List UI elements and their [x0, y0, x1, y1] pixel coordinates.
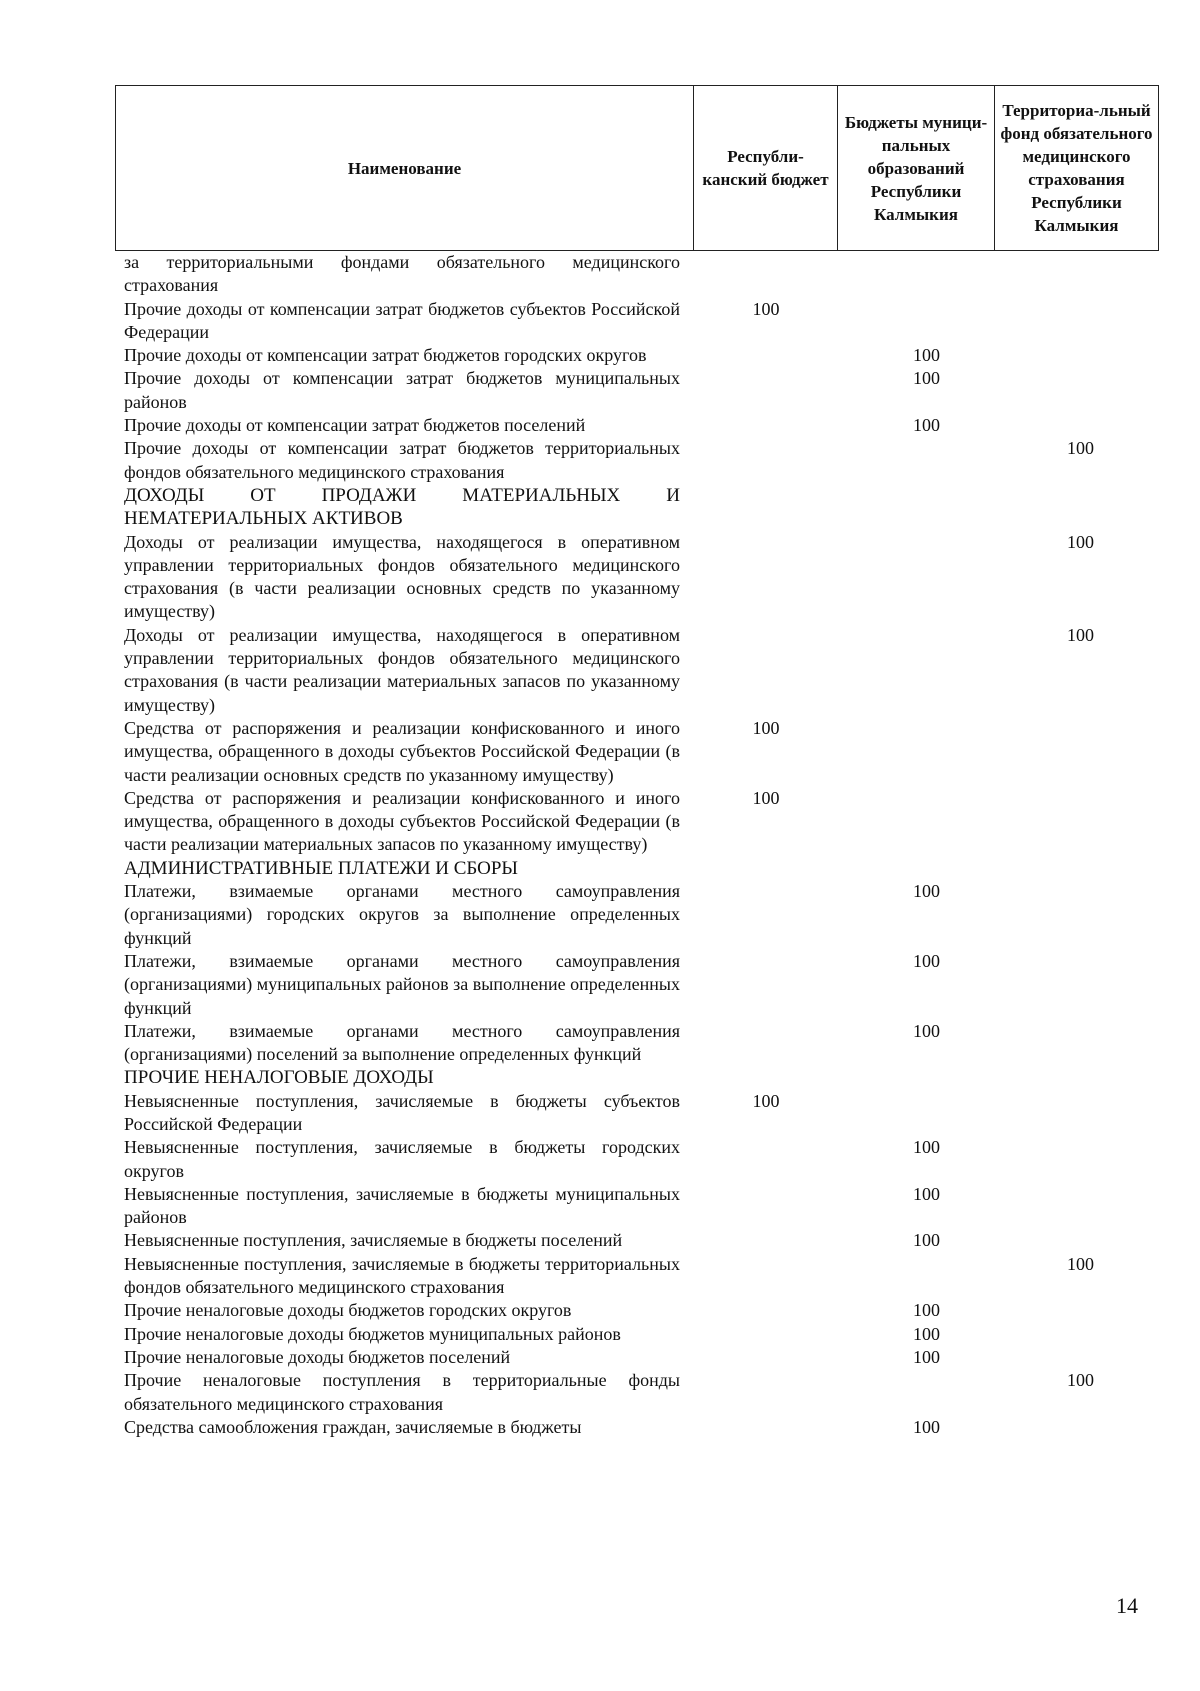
table-body [124, 251, 1158, 1439]
table-row [124, 298, 1158, 345]
row-name: Платежи, взимаемые органами местного самоуправления (организациями) муниципальных районов за выполнение определенных функций [124, 950, 680, 1018]
row-name: Прочие неналоговые доходы бюджетов городских округов [124, 1300, 572, 1321]
table-row [124, 344, 1158, 367]
table-row [124, 437, 1158, 484]
row-republic-value: 100 [752, 298, 780, 319]
row-municipal-value: 100 [913, 950, 940, 971]
row-name: ПРОЧИЕ НЕНАЛОГОВЫЕ ДОХОДЫ [124, 1067, 434, 1089]
table-row [124, 717, 1158, 787]
row-name: Прочие доходы от компенсации затрат бюджетов муниципальных районов [124, 368, 680, 412]
row-name: Доходы от реализации имущества, находящегося в оперативном управлении территориальных фондов обязательного медицинского страхования (в части реализации основных средств по указанному имуществу) [124, 531, 680, 622]
table-row [124, 1020, 1158, 1067]
row-republic-value: 100 [752, 787, 780, 808]
row-name: Платежи, взимаемые органами местного самоуправления (организациями) поселений за выполнение определенных функций [124, 1020, 680, 1065]
table-row [124, 1136, 1158, 1183]
page-number: 14 [1116, 1593, 1138, 1618]
section-row [124, 857, 1158, 880]
row-fund-value: 100 [1067, 531, 1094, 552]
table-row [124, 1090, 1158, 1137]
table-row [124, 1183, 1158, 1230]
row-name: Невыясненные поступления, зачисляемые в бюджеты муниципальных районов [124, 1183, 680, 1228]
table-row [124, 1299, 1158, 1322]
table-row [124, 787, 1158, 857]
row-name: Прочие доходы от компенсации затрат бюджетов городских округов [124, 345, 647, 366]
row-name: Прочие неналоговые поступления в территориальные фонды обязательного медицинского страхования [124, 1370, 680, 1414]
row-name: за территориальными фондами обязательного медицинского страхования [124, 252, 680, 296]
table-row [124, 1323, 1158, 1346]
row-name: Прочие неналоговые доходы бюджетов поселений [124, 1346, 511, 1367]
row-municipal-value: 100 [913, 1183, 940, 1204]
row-municipal-value: 100 [913, 368, 940, 389]
table-row [124, 531, 1158, 624]
row-name: Прочие неналоговые доходы бюджетов муниципальных районов [124, 1323, 621, 1344]
row-municipal-value: 100 [913, 415, 940, 436]
table-row [124, 624, 1158, 717]
row-name: Средства самообложения граждан, зачисляемые в бюджеты [124, 1416, 582, 1437]
row-name: ДОХОДЫ ОТ ПРОДАЖИ МАТЕРИАЛЬНЫХ И НЕМАТЕРИАЛЬНЫХ АКТИВОВ [124, 484, 680, 530]
section-row [124, 1066, 1158, 1089]
row-municipal-value: 100 [913, 1416, 940, 1437]
row-fund-value: 100 [1067, 1370, 1094, 1391]
row-name: Невыясненные поступления, зачисляемые в бюджеты субъектов Российской Федерации [124, 1090, 680, 1134]
header-name: Наименование [116, 86, 694, 251]
row-name: Прочие доходы от компенсации затрат бюджетов поселений [124, 415, 586, 436]
section-row [124, 484, 1158, 531]
table-row [124, 1346, 1158, 1369]
row-republic-value: 100 [752, 717, 780, 738]
header-republic-budget: Республи-канский бюджет [694, 86, 838, 251]
row-name: Платежи, взимаемые органами местного самоуправления (организациями) городских округов за выполнение определенных функций [124, 881, 680, 948]
table-row [124, 414, 1158, 437]
row-name: Прочие доходы от компенсации затрат бюджетов субъектов Российской Федерации [124, 298, 680, 342]
table-row [124, 367, 1158, 414]
table-row [124, 880, 1158, 950]
row-name: Средства от распоряжения и реализации конфискованного и иного имущества, обращенного в доходы субъектов Российской Федерации (в части реализации основных средств по указанному имуществу) [124, 717, 680, 785]
row-name: Невыясненные поступления, зачисляемые в бюджеты поселений [124, 1230, 623, 1251]
row-municipal-value: 100 [913, 1346, 940, 1367]
table-header [115, 85, 1159, 251]
table-row [124, 1253, 1158, 1300]
row-name: Доходы от реализации имущества, находящегося в оперативном управлении территориальных фондов обязательного медицинского страхования (в части реализации материальных запасов по указанному имуществу) [124, 624, 680, 715]
row-name: АДМИНИСТРАТИВНЫЕ ПЛАТЕЖИ И СБОРЫ [124, 857, 518, 879]
row-municipal-value: 100 [913, 345, 940, 366]
row-municipal-value: 100 [913, 1230, 940, 1251]
row-fund-value: 100 [1067, 1253, 1094, 1274]
row-name: Невыясненные поступления, зачисляемые в бюджеты городских округов [124, 1137, 680, 1181]
table-row [124, 1369, 1158, 1416]
row-name: Средства от распоряжения и реализации конфискованного и иного имущества, обращенного в доходы субъектов Российской Федерации (в части реализации материальных запасов по указанному имуществу) [124, 787, 680, 855]
row-fund-value: 100 [1067, 624, 1094, 645]
header-municipal-budgets: Бюджеты муници-пальных образований Республики Калмыкия [838, 86, 995, 251]
row-fund-value: 100 [1067, 438, 1094, 459]
table-row [124, 950, 1158, 1020]
row-municipal-value: 100 [913, 881, 940, 902]
row-municipal-value: 100 [913, 1020, 940, 1041]
table-row [124, 1416, 1158, 1439]
row-name: Невыясненные поступления, зачисляемые в бюджеты территориальных фондов обязательного медицинского страхования [124, 1253, 680, 1298]
row-municipal-value: 100 [913, 1137, 940, 1158]
row-name: Прочие доходы от компенсации затрат бюджетов территориальных фондов обязательного медицинского страхования [124, 438, 680, 482]
table-row [124, 251, 1158, 298]
row-municipal-value: 100 [913, 1323, 940, 1344]
row-republic-value: 100 [752, 1090, 780, 1111]
table-row [124, 1229, 1158, 1252]
row-municipal-value: 100 [913, 1300, 940, 1321]
header-territorial-fund: Территориа-льный фонд обязательного медицинского страхования Республики Калмыкия [995, 86, 1159, 251]
